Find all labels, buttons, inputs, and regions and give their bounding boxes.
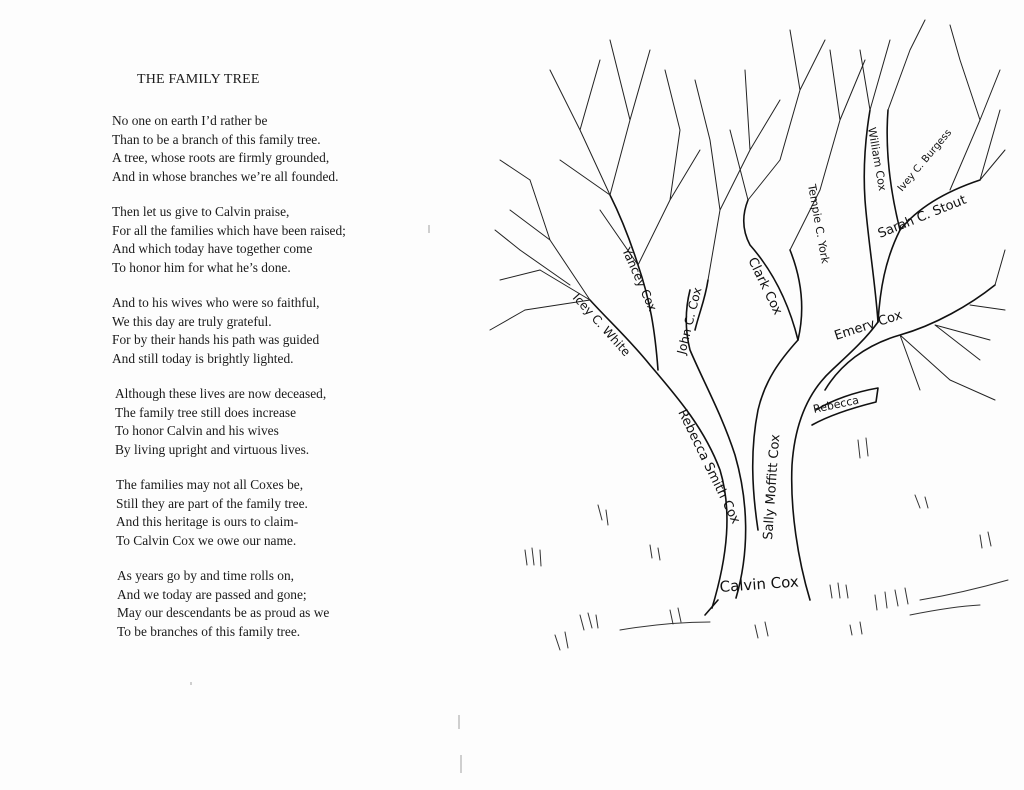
tree-label-branch: Ivey C. Burgess (895, 127, 955, 194)
tree-labels (570, 126, 969, 596)
tree-label-wife: Rebecca Smith Cox (674, 407, 743, 527)
poem-line: No one on earth I’d rather be (112, 113, 268, 128)
tree-label-branch: Yancey Cox (619, 245, 660, 314)
poem-line: For all the families which have been raised; (112, 222, 346, 238)
poem-title: THE FAMILY TREE (137, 72, 260, 87)
stanza-5 (116, 476, 308, 550)
poem-line: A tree, whose roots are firmly grounded, (112, 150, 330, 165)
tree-label-branch: Sarah C. Stout (875, 192, 969, 242)
stanza-4 (115, 385, 326, 459)
poem-line: Still they are part of the family tree. (116, 495, 308, 511)
tree-label-branch: Icey C. White (569, 290, 634, 359)
poem-line: Then let us give to Calvin praise, (112, 204, 290, 219)
poem-line: And which today have together come (112, 241, 313, 256)
tree-label-branch: John C. Cox (674, 285, 705, 356)
poem-line: To be branches of this family tree. (117, 623, 301, 639)
scan-speck (190, 682, 192, 685)
poem-line: For by their hands his path was guided (112, 332, 320, 347)
poem-line: To honor him for what he’s done. (112, 259, 291, 275)
tree-label-branch: Tempie C. York (805, 183, 832, 265)
tree-label-branch: Emery Cox (832, 307, 905, 344)
tree-label-wife: Rebecca (811, 393, 861, 416)
poem-line: May our descendants be as proud as we (117, 605, 330, 620)
tree-label-trunk: Calvin Cox (719, 572, 800, 596)
stanza-1 (112, 112, 338, 186)
poem-line: And we today are passed and gone; (117, 586, 307, 602)
poem-line: We this day are truly grateful. (112, 313, 272, 329)
tree-label-branch: William Cox (865, 126, 890, 192)
poem-line: The family tree still does increase (115, 404, 297, 420)
stanza-6 (117, 567, 329, 641)
family-tree-drawing (480, 10, 1010, 670)
poem-line: By living upright and virtuous lives. (115, 441, 310, 457)
poem-line: As years go by and time rolls on, (117, 568, 295, 583)
poem-line: The families may not all Coxes be, (116, 477, 304, 492)
poem-line: Than to be a branch of this family tree. (112, 131, 321, 147)
poem-line: And this heritage is ours to claim- (116, 514, 299, 529)
poem-line: And still today is brightly lighted. (112, 350, 294, 366)
poem-line: Although these lives are now deceased, (115, 386, 327, 401)
scan-speck (460, 755, 462, 773)
poem-line: And to his wives who were so faithful, (112, 295, 320, 310)
stanza-3 (112, 294, 320, 368)
stanza-2 (112, 203, 346, 277)
scan-speck (428, 225, 430, 233)
poem-line: To Calvin Cox we owe our name. (116, 532, 297, 548)
poem-line: To honor Calvin and his wives (115, 423, 279, 438)
tree-label-branch: Clark Cox (744, 255, 786, 318)
poem-line: And in whose branches we’re all founded. (112, 168, 339, 184)
tree-outline (590, 110, 995, 615)
tree-label-wife: Sally Moffitt Cox (761, 433, 784, 541)
scan-speck (458, 715, 460, 729)
